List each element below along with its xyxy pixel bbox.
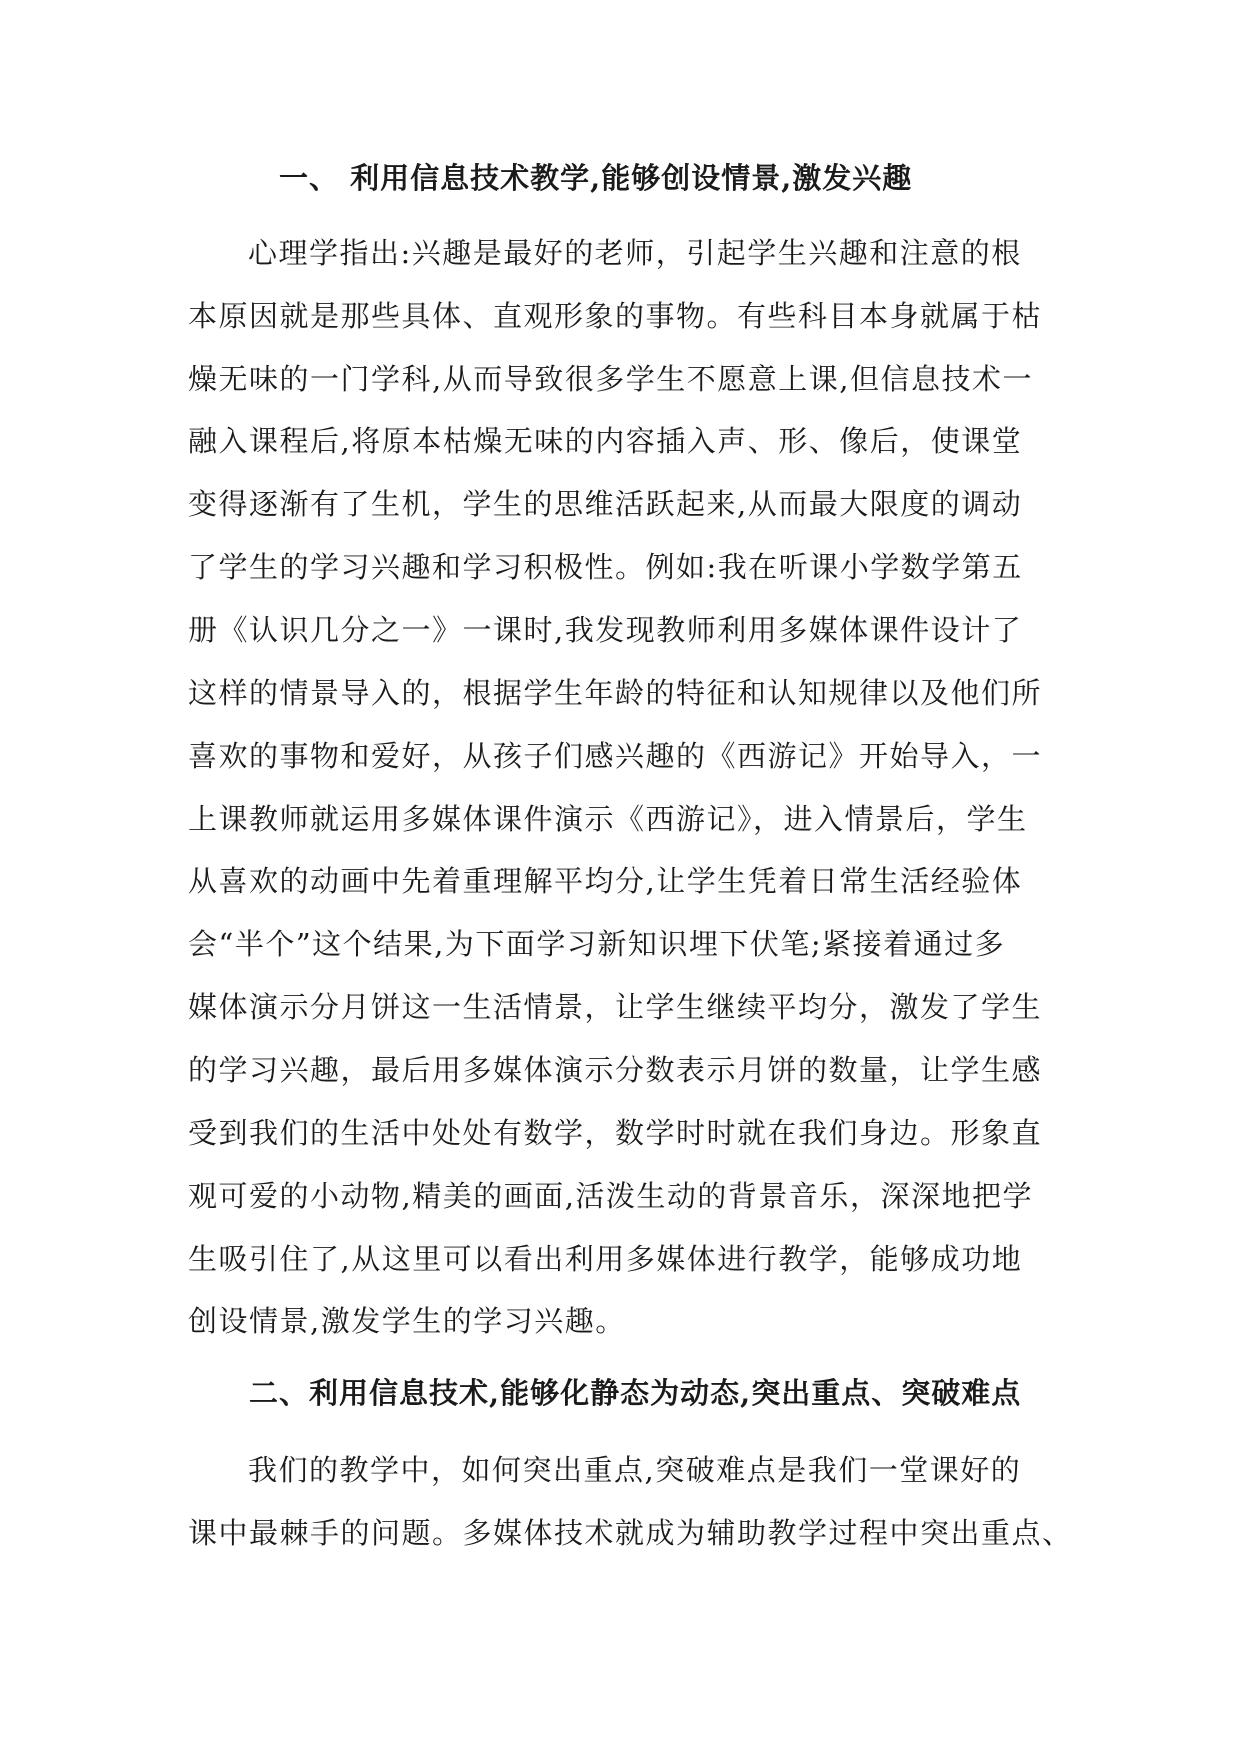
- paragraph-line: 了学生的学习兴趣和学习积极性。例如:我在听课小学数学第五: [188, 550, 1023, 584]
- paragraph-line: 课中最棘手的问题。多媒体技术就成为辅助教学过程中突出重点、: [188, 1516, 1073, 1550]
- paragraph-line: 心理学指出:兴趣是最好的老师，引起学生兴趣和注意的根: [248, 236, 1022, 270]
- paragraph-line: 上课教师就运用多媒体课件演示《西游记》，进入情景后，学生: [188, 802, 1028, 836]
- paragraph-line: 会“半个”这个结果,为下面学习新知识埋下伏笔;紧接着通过多: [188, 927, 1006, 961]
- paragraph-line: 从喜欢的动画中先着重理解平均分,让学生凭着日常生活经验体: [188, 864, 1023, 898]
- section-2-heading: 二、利用信息技术,能够化静态为动态,突出重点、突破难点: [249, 1376, 1022, 1410]
- paragraph-line: 册《认识几分之一》一课时,我发现教师利用多媒体课件设计了: [188, 613, 1023, 647]
- paragraph-line: 我们的教学中，如何突出重点,突破难点是我们一堂课好的: [248, 1453, 1022, 1487]
- paragraph-line: 融入课程后,将原本枯燥无味的内容插入声、形、像后，使课堂: [188, 424, 1023, 458]
- paragraph-line: 燥无味的一门学科,从而导致很多学生不愿意上课,但信息技术一: [188, 362, 1033, 396]
- paragraph-line: 创设情景,激发学生的学习兴趣。: [188, 1304, 626, 1338]
- paragraph-line: 的学习兴趣，最后用多媒体演示分数表示月饼的数量，让学生感: [188, 1053, 1043, 1087]
- paragraph-line: 变得逐渐有了生机，学生的思维活跃起来,从而最大限度的调动: [188, 487, 1023, 521]
- paragraph-line: 喜欢的事物和爱好，从孩子们感兴趣的《西游记》开始导入，一: [188, 739, 1043, 773]
- paragraph-line: 观可爱的小动物,精美的画面,活泼生动的背景音乐，深深地把学: [188, 1179, 1033, 1213]
- section-1-heading: 一、 利用信息技术教学,能够创设情景,激发兴趣: [279, 161, 913, 195]
- paragraph-line: 媒体演示分月饼这一生活情景，让学生继续平均分，激发了学生: [188, 990, 1043, 1024]
- paragraph-line: 受到我们的生活中处处有数学，数学时时就在我们身边。形象直: [188, 1116, 1043, 1150]
- paragraph-line: 这样的情景导入的，根据学生年龄的特征和认知规律以及他们所: [188, 676, 1043, 710]
- paragraph-line: 本原因就是那些具体、直观形象的事物。有些科目本身就属于枯: [188, 299, 1043, 333]
- paragraph-line: 生吸引住了,从这里可以看出利用多媒体进行教学，能够成功地: [188, 1242, 1023, 1276]
